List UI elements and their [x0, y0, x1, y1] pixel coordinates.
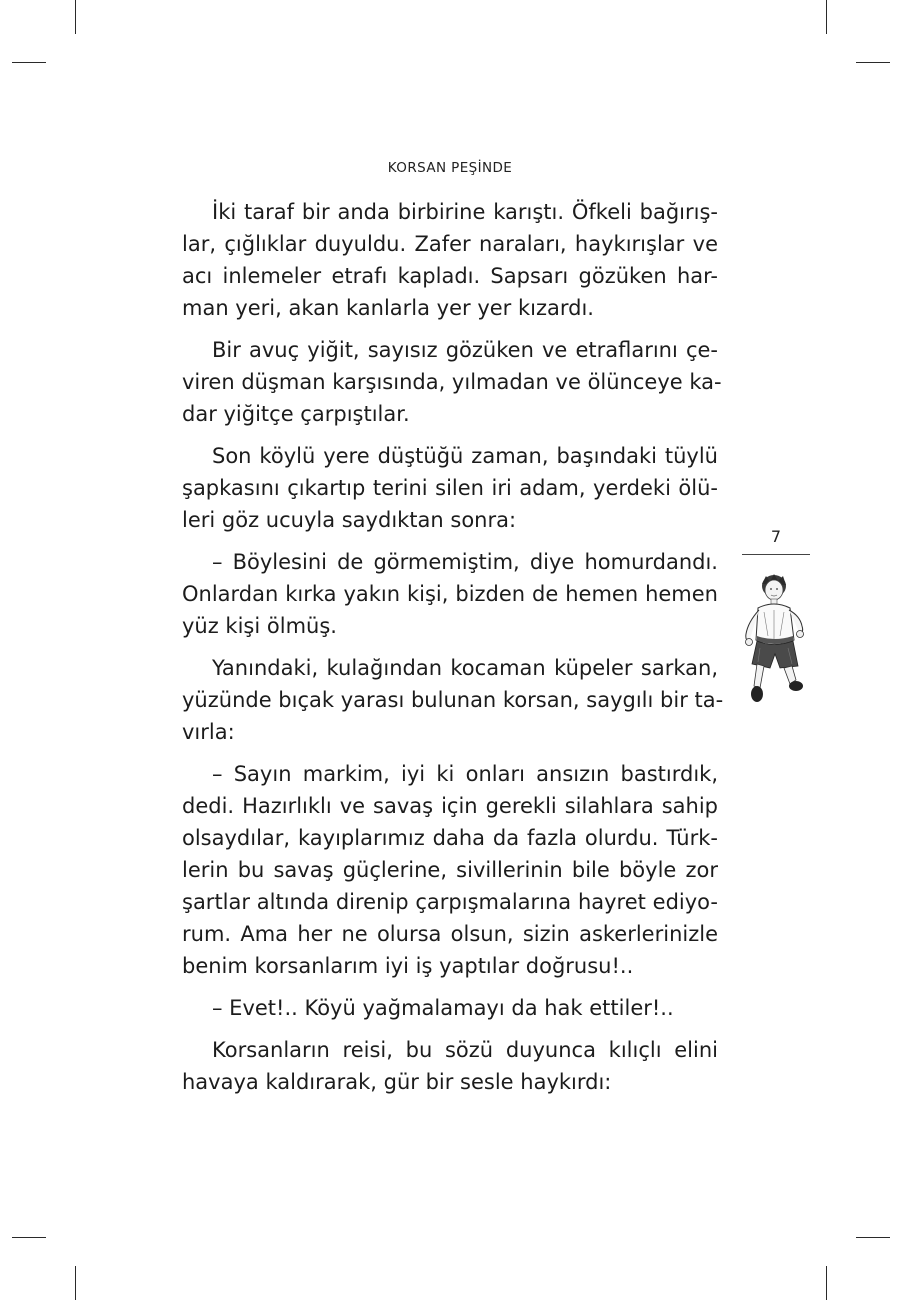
crop-mark-top-left — [75, 0, 76, 34]
paragraph — [182, 440, 718, 536]
paragraph — [182, 758, 718, 982]
crop-mark-bottom-right — [826, 1266, 827, 1300]
crop-mark-left-top — [12, 62, 46, 63]
text-line: lar, çığlıklar duyuldu. Zafer naraları, haykırışlar ve — [182, 232, 718, 256]
text-line: – Evet!.. Köyü yağmalamayı da hak ettiler!.. — [212, 996, 674, 1020]
text-line: şapkasını çıkartıp terini silen iri adam, yerdeki ölü- — [182, 476, 718, 500]
paragraph — [182, 992, 718, 1024]
text-line: – Böylesini de görmemiştim, diye homurdandı. — [212, 550, 718, 574]
crop-mark-top-right — [826, 0, 827, 34]
text-line: vırla: — [182, 720, 235, 744]
text-line: rum. Ama her ne olursa olsun, sizin askerlerinizle — [182, 922, 718, 946]
crop-mark-bottom-left — [75, 1266, 76, 1300]
paragraph — [182, 546, 718, 642]
text-line: şartlar altında direnip çarpışmalarına hayret ediyo- — [182, 890, 718, 914]
body-text — [182, 196, 724, 1108]
crop-mark-right-bottom — [856, 1237, 890, 1238]
running-boy-illustration — [740, 570, 812, 706]
text-line: dar yiğitçe çarpıştılar. — [182, 402, 410, 426]
paragraph — [182, 334, 722, 430]
crop-mark-left-bottom — [12, 1237, 46, 1238]
text-line: Korsanların reisi, bu sözü duyunca kılıçlı elini — [212, 1038, 718, 1062]
text-line: Yanındaki, kulağından kocaman küpeler sarkan, — [212, 656, 718, 680]
text-line: – Sayın markim, iyi ki onları ansızın bastırdık, — [212, 762, 718, 786]
text-line: man yeri, akan kanlarla yer yer kızardı. — [182, 296, 594, 320]
running-head: KORSAN PEŞİNDE — [387, 160, 513, 176]
text-line: Onlardan kırka yakın kişi, bizden de hemen hemen — [182, 582, 718, 606]
paragraph — [182, 1034, 718, 1098]
page-number: 7 — [770, 527, 782, 546]
text-line: havaya kaldırarak, gür bir sesle haykırdı: — [182, 1070, 612, 1094]
text-line: Bir avuç yiğit, sayısız gözüken ve etraflarını çe- — [212, 338, 718, 362]
text-line: olsaydılar, kayıplarımız daha da fazla olurdu. Türk- — [182, 826, 718, 850]
text-line: acı inlemeler etrafı kapladı. Sapsarı gözüken har- — [182, 264, 718, 288]
text-line: yüz kişi ölmüş. — [182, 614, 337, 638]
paragraph — [182, 196, 718, 324]
text-line: dedi. Hazırlıklı ve savaş için gerekli silahlara sahip — [182, 794, 718, 818]
text-line: Son köylü yere düştüğü zaman, başındaki tüylü — [212, 444, 718, 468]
text-line: İki taraf bir anda birbirine karıştı. Öfkeli bağırış- — [212, 200, 718, 224]
text-line: yüzünde bıçak yarası bulunan korsan, saygılı bir ta- — [182, 688, 724, 712]
crop-mark-right-top — [856, 62, 890, 63]
text-line: leri göz ucuyla saydıktan sonra: — [182, 508, 517, 532]
page-number-rule — [742, 554, 810, 555]
paragraph — [182, 652, 724, 748]
text-line: benim korsanlarım iyi iş yaptılar doğrusu!.. — [182, 954, 634, 978]
text-line: lerin bu savaş güçlerine, sivillerinin bile böyle zor — [182, 858, 718, 882]
text-line: viren düşman karşısında, yılmadan ve ölünceye ka- — [182, 370, 722, 394]
